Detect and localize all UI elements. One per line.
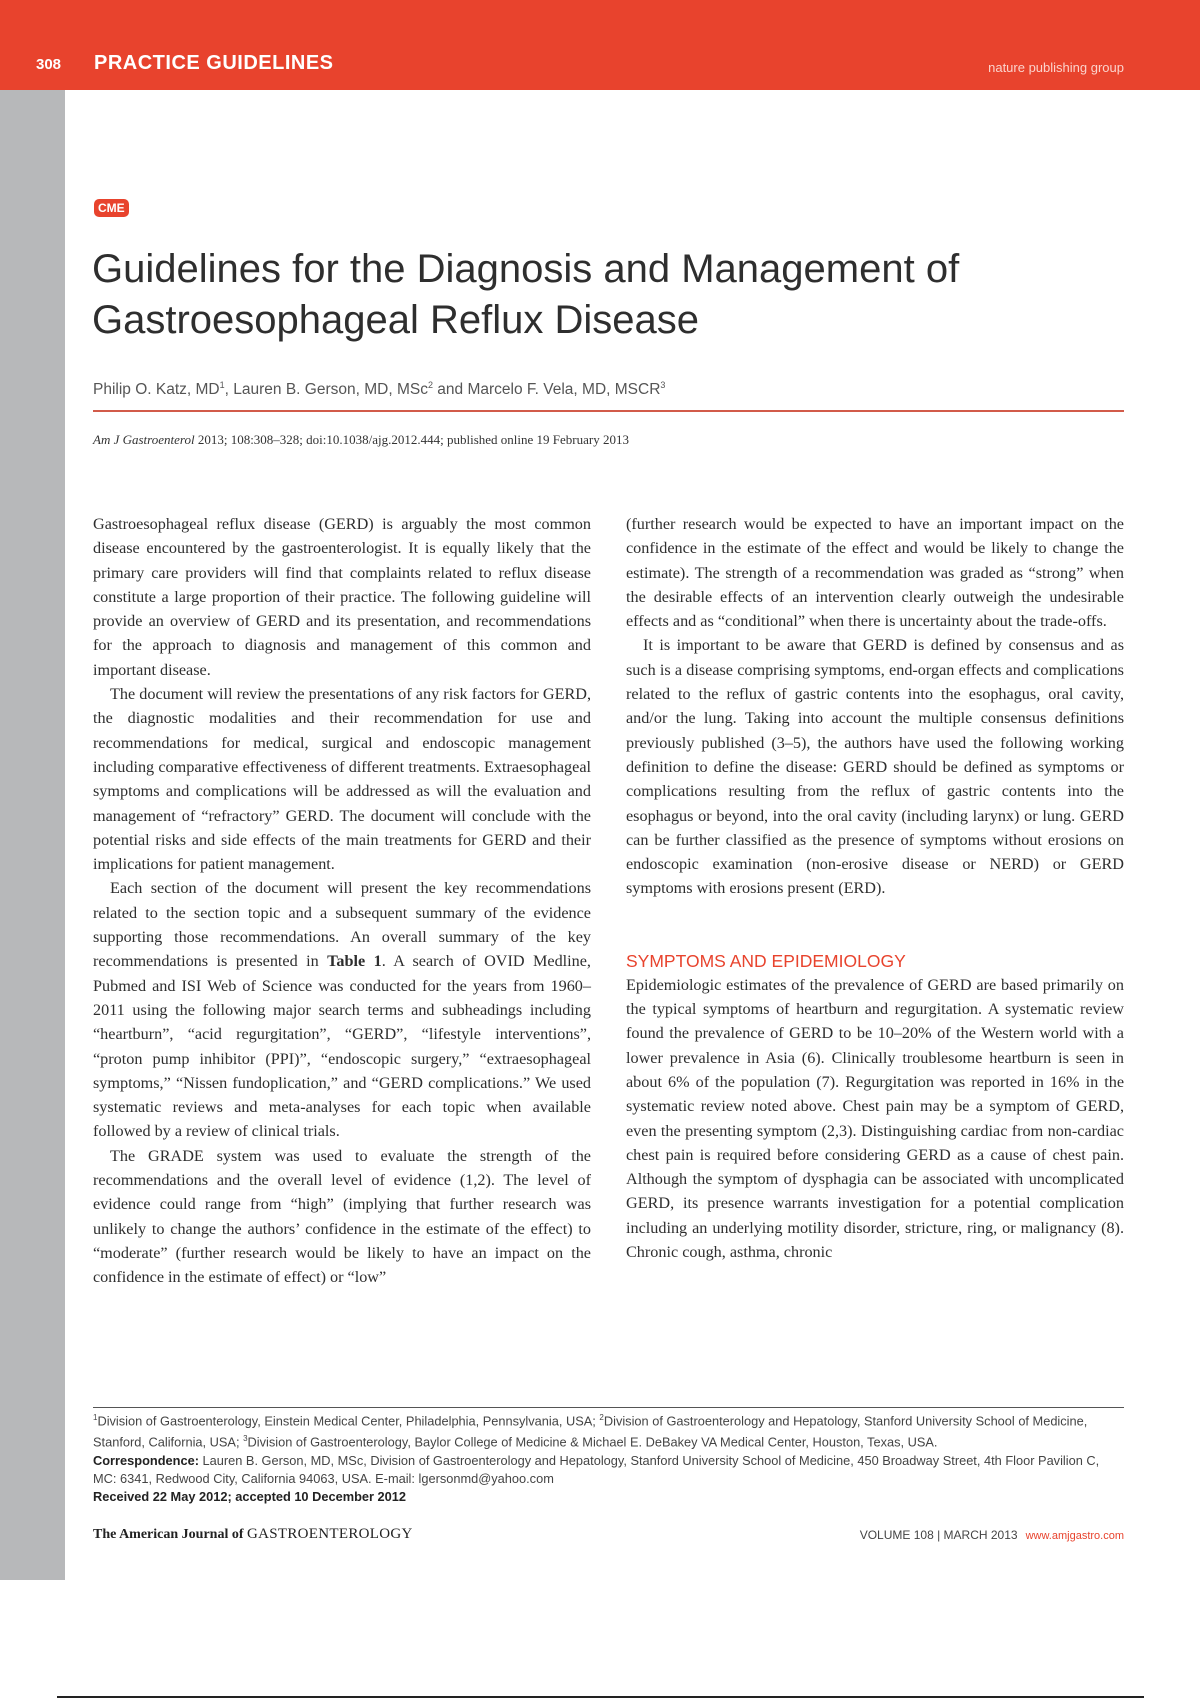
- affiliation: Division of Gastroenterology, Baylor College of Medicine & Michael E. DeBakey VA Medical Center, Houston, Texas, USA.: [247, 1434, 938, 1450]
- author-separator: and: [432, 381, 468, 399]
- journal-main: GASTROENTEROLOGY: [247, 1526, 413, 1542]
- paragraph: (further research would be expected to have an important impact on the confidence in the estimate of the effect and would be likely to change the estimate). The strength of a recommendation was graded as “strong” when the desirable effects of an intervention clearly outweigh the undesirable effects and as “conditional” when there is uncertainty about the trade-offs.: [626, 515, 1124, 631]
- journal-prefix: The American Journal of: [93, 1527, 244, 1542]
- correspondence-text: Lauren B. Gerson, MD, MSc, Division of Gastroenterology and Hepatology, Stanford University School of Medicine, 450 Broadway Street, 4th Floor Pavilion C, MC: 6341, Redwood City, California 94063, USA. E-mail: lgersonmd@yahoo.com: [93, 1452, 1100, 1487]
- author-list: [93, 380, 1123, 399]
- author-affiliation-marker: 3: [660, 380, 666, 390]
- paragraph: [93, 876, 591, 1143]
- table-reference[interactable]: Table 1: [327, 952, 382, 971]
- author-separator: ,: [224, 381, 234, 399]
- body-column-left: [93, 512, 591, 1290]
- section-heading: SYMPTOMS AND EPIDEMIOLOGY: [626, 950, 906, 971]
- article-title: Guidelines for the Diagnosis and Management of Gastroesophageal Reflux Disease: [92, 247, 960, 342]
- received-date: [93, 1488, 1124, 1506]
- author-name: Marcelo F. Vela, MD, MSCR: [467, 381, 661, 399]
- journal-url[interactable]: www.amjgastro.com: [1025, 1530, 1124, 1542]
- author-name: Lauren B. Gerson, MD, MSc: [233, 381, 428, 399]
- affiliation: Division of Gastroenterology and Hepatology, Stanford University School of Medicine, Stanford, California, USA;: [93, 1413, 1088, 1450]
- paragraph: The document will review the presentations of any risk factors for GERD, the diagnostic modalities and their recommendation for use and recommendations for medical, surgical and endoscopic management including comparative effectiveness of different treatments. Extraesophageal symptoms and complications will be addressed as will the evaluation and management of “refractory” GERD. The document will conclude with the potential risks and side effects of the main treatments for GERD and their implications for patient management.: [93, 685, 591, 874]
- issue-info: [800, 1528, 1124, 1542]
- page-number: 308: [36, 56, 62, 73]
- citation-line: [93, 432, 1123, 448]
- author-name: Philip O. Katz, MD: [93, 381, 220, 399]
- paragraph: Gastroesophageal reflux disease (GERD) is arguably the most common disease encountered by the gastroenterologist. It is equally likely that the primary care providers will find that complaints related to reflux disease constitute a large proportion of their practice. The following guideline will provide an overview of GERD and its presentation, and recommendations for the approach to diagnosis and management of this common and important disease.: [93, 515, 591, 679]
- body-column-right: [626, 512, 1124, 1264]
- author-affiliation-marker: 1: [219, 380, 225, 390]
- paragraph: The GRADE system was used to evaluate the strength of the recommendations and the overall level of evidence (1,2). The level of evidence could range from “high” (implying that further research was unlikely to change the authors’ confidence in the estimate of the effect) to “moderate” (further research would be likely to have an impact on the confidence in the estimate of effect) or “low”: [93, 1146, 591, 1287]
- publisher-name: nature publishing group: [988, 60, 1124, 75]
- section-label: PRACTICE GUIDELINES: [94, 52, 334, 74]
- affiliations: [93, 1409, 1124, 1452]
- correspondence: [93, 1452, 1124, 1488]
- header-bar: [0, 0, 1200, 90]
- affiliation-marker: 1: [93, 1413, 98, 1422]
- author-affiliation-marker: 2: [427, 380, 433, 390]
- citation-details: 2013; 108:308–328; doi:10.1038/ajg.2012.444; published online 19 February 2013: [194, 432, 629, 447]
- citation-journal: Am J Gastroenterol: [93, 432, 195, 447]
- affiliation: Division of Gastroenterology, Einstein Medical Center, Philadelphia, Pennsylvania, USA;: [97, 1413, 600, 1429]
- bottom-rule: [57, 1696, 1144, 1698]
- footnotes: [93, 1409, 1124, 1507]
- title-divider: [93, 410, 1124, 412]
- affiliation-marker: 3: [243, 1434, 248, 1444]
- paragraph: Epidemiologic estimates of the prevalence of GERD are based primarily on the typical symptoms of heartburn and regurgitation. A systematic review found the prevalence of GERD to be 10–20% of the Western world with a lower prevalence in Asia (6). Clinically troublesome heartburn is seen in about 6% of the population (7). Regurgitation was reported in 16% in the systematic review noted above. Chest pain may be a symptom of GERD, even the presenting symptom (2,3). Distinguishing cardiac from non-cardiac chest pain is required before considering GERD as a cause of chest pain. Although the symptom of dysphagia can be associated with uncomplicated GERD, its presence warrants investigation for a potential complication including an underlying motility disorder, stricture, ring, or malignancy (8). Chronic cough, asthma, chronic: [626, 975, 1124, 1262]
- correspondence-label: Correspondence:: [93, 1452, 199, 1468]
- paragraph-text: . A search of OVID Medline, Pubmed and ISI Web of Science was conducted for the years from 1960–2011 using the following major search terms and subheadings including “heartburn”, “acid regurgitation”, “GERD”, “lifestyle interventions”, “proton pump inhibitor (PPI)”, “endoscopic surgery,” “extraesophageal symptoms,” “Nissen fundoplication,” and “GERD complications.” We used systematic reviews and meta-analyses for each topic when available followed by a review of clinical trials.: [93, 952, 591, 1141]
- journal-name: [93, 1526, 413, 1543]
- side-bar: [0, 90, 65, 1580]
- cme-badge: CME: [94, 199, 129, 217]
- paragraph: It is important to be aware that GERD is defined by consensus and as such is a disease comprising symptoms, end-organ effects and complications related to the reflux of gastric contents into the esophagus, oral cavity, and/or the lung. Taking into account the multiple consensus definitions previously published (3–5), the authors have used the following working definition to define the disease: GERD should be defined as symptoms or complications resulting from the reflux of gastric contents into the esophagus or beyond, into the oral cavity (including larynx) or lung. GERD can be further classified as the presence of symptoms without erosions on endoscopic examination (non-erosive disease or NERD) or GERD symptoms with erosions present (ERD).: [626, 636, 1124, 898]
- issue-number: VOLUME 108 | MARCH 2013: [859, 1528, 1018, 1542]
- footnote-divider: [93, 1407, 1124, 1408]
- received-text: Received 22 May 2012; accepted 10 December 2012: [93, 1489, 407, 1505]
- affiliation-marker: 2: [599, 1413, 604, 1422]
- paragraph-text: Each section of the document will present the key recommendations related to the section topic and a subsequent summary of the evidence supporting those recommendations. An overall summary of the key recommendations is presented in: [93, 879, 591, 971]
